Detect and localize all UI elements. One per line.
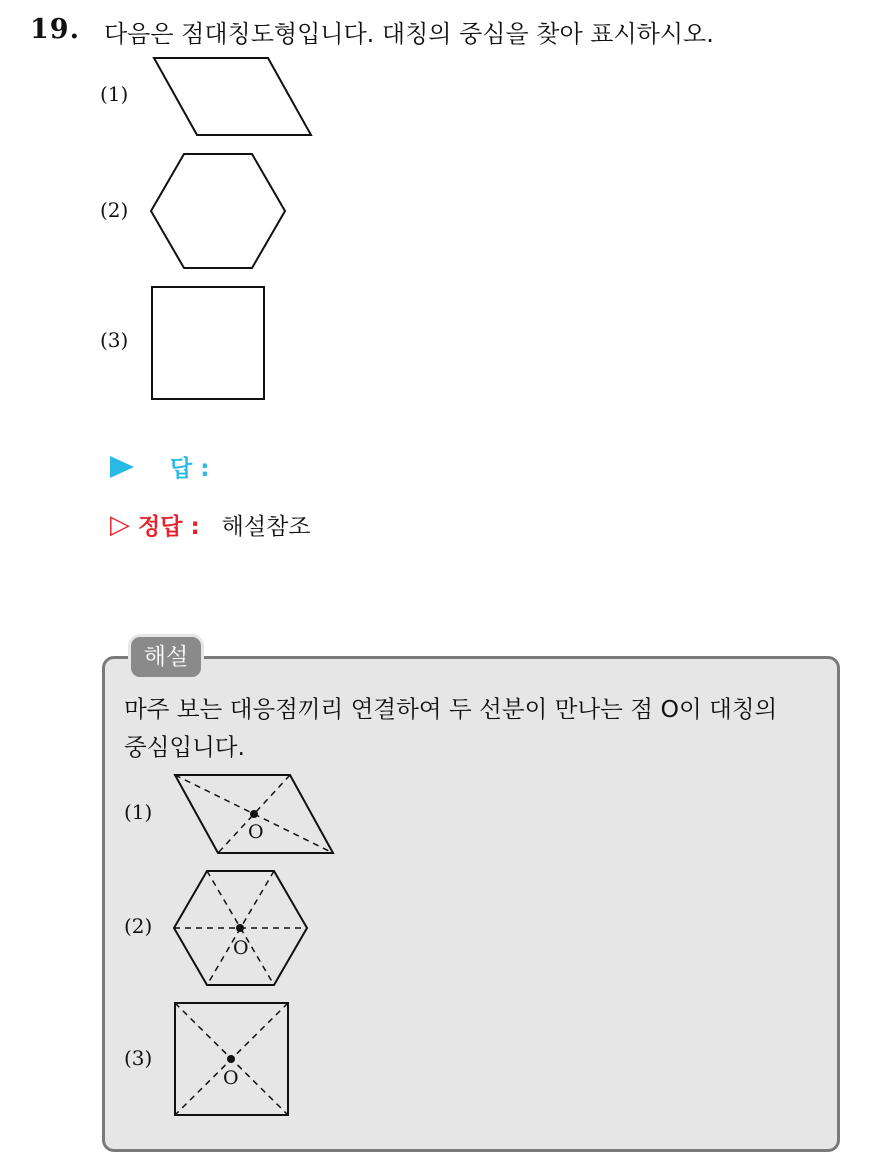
center-label-2: O — [233, 937, 249, 959]
explain-hexagon — [174, 871, 307, 985]
center-point — [250, 810, 258, 818]
center-point — [227, 1055, 235, 1063]
outline-arrow-icon: ▷ — [110, 509, 130, 540]
item-1-label: (1) — [100, 82, 129, 106]
explanation-line-1: 마주 보는 대응점끼리 연결하여 두 선분이 만나는 점 O이 대칭의 — [124, 695, 778, 723]
item-3-label: (3) — [100, 328, 129, 352]
explain-item-2-label: (2) — [124, 914, 153, 938]
center-label-3: O — [223, 1067, 239, 1089]
item-2-label: (2) — [100, 198, 129, 222]
correct-answer-label: 정답 : — [138, 514, 200, 540]
question-text: 다음은 점대칭도형입니다. 대칭의 중심을 찾아 표시하시오. — [104, 20, 714, 48]
explain-item-3-label: (3) — [124, 1046, 153, 1070]
center-point — [236, 924, 244, 932]
answer-label: 답 : — [170, 456, 210, 482]
explanation-tab: 해설 — [128, 634, 204, 680]
question-number: 19. — [30, 14, 80, 45]
explain-item-1-label: (1) — [124, 800, 153, 824]
center-label-1: O — [248, 821, 264, 843]
explain-square — [175, 1003, 288, 1115]
correct-answer-value: 해설참조 — [221, 514, 311, 540]
explanation-line-2: 중심입니다. — [124, 733, 245, 761]
explain-parallelogram — [175, 775, 333, 853]
